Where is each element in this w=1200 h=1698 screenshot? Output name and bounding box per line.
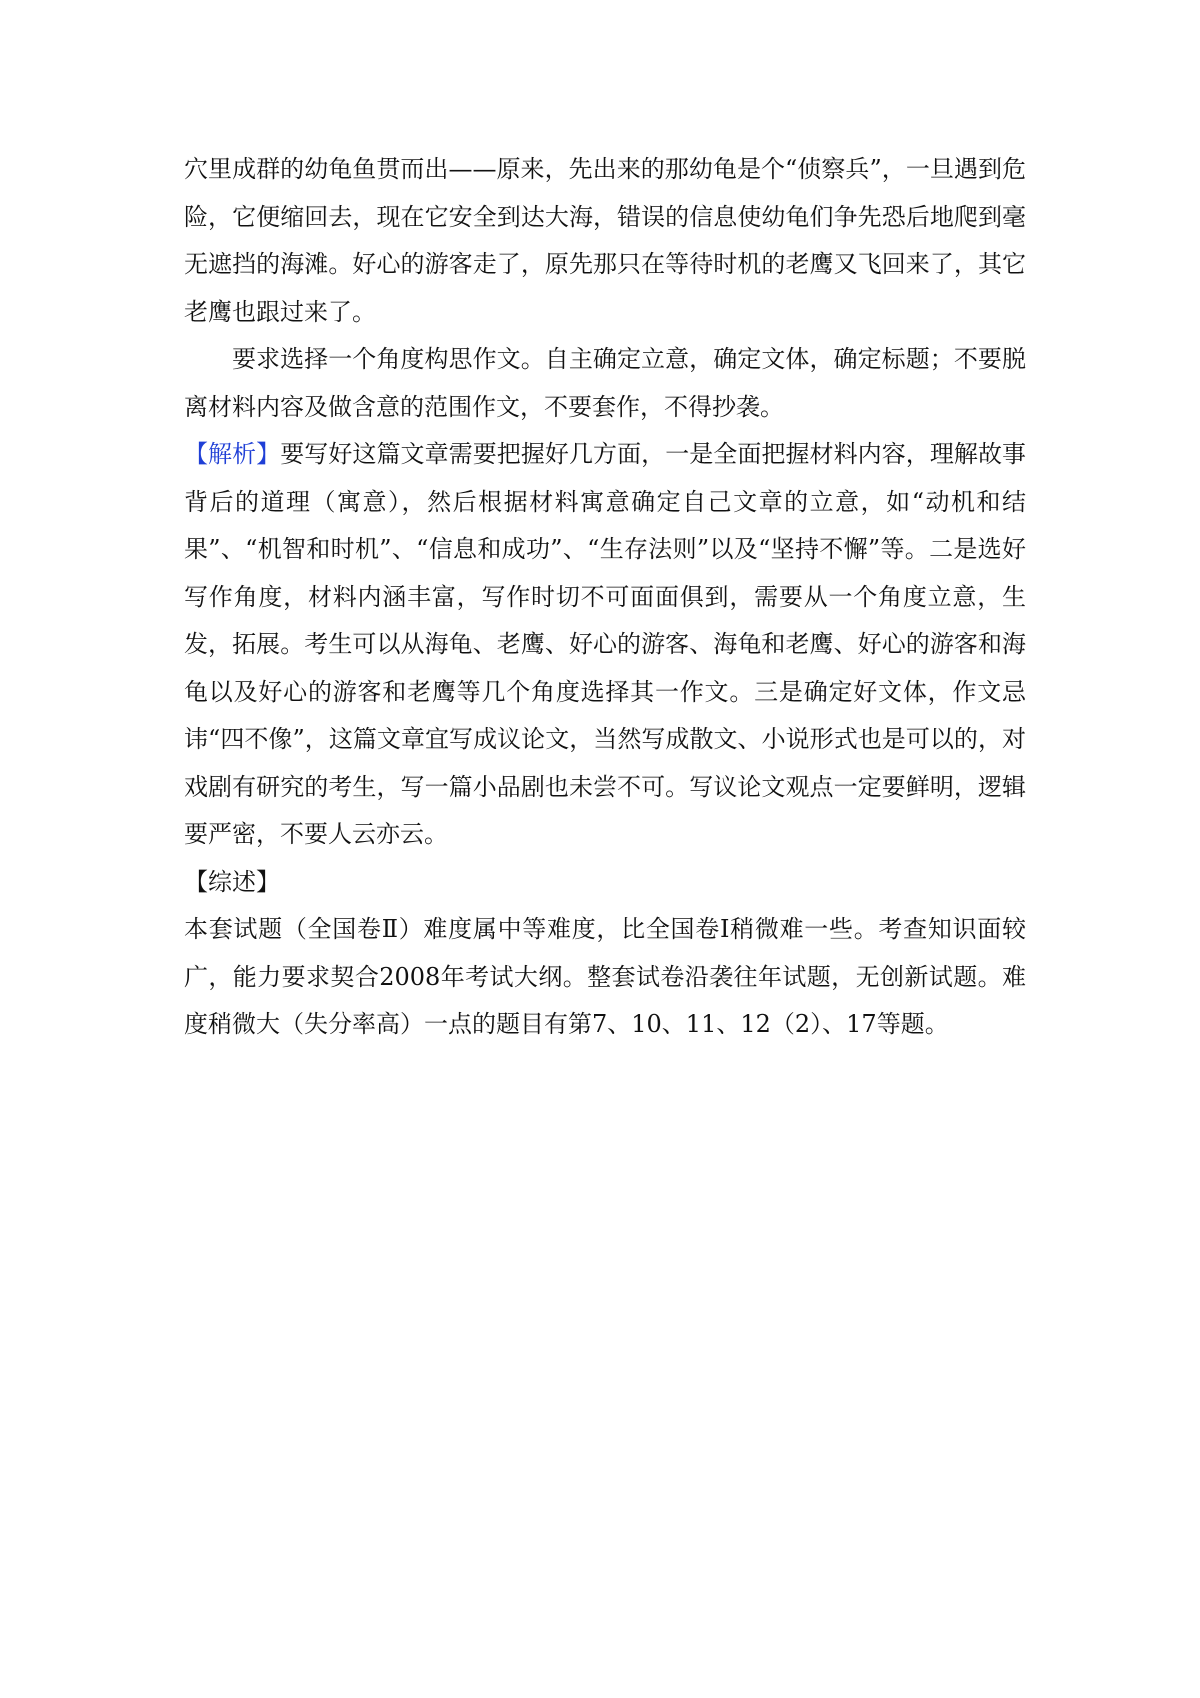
analysis-paragraph bbox=[184, 431, 1026, 859]
analysis-text: 要写好这篇文章需要把握好几方面，一是全面把握材料内容，理解故事背后的道理（寓意），然后根据材料寓意确定自己文章的立意，如“动机和结果”、“机智和时机”、“信息和成功”、“生存法则”以及“坚持不懈”等。二是选好写作角度，材料内涵丰富，写作时切不可面面俱到，需要从一个角度立意，生发，拓展。考生可以从海龟、老鹰、好心的游客、海龟和老鹰、好心的游客和海龟以及好心的游客和老鹰等几个角度选择其一作文。三是确定好文体，作文忌讳“四不像”，这篇文章宜写成议论文，当然写成散文、小说形式也是可以的，对戏剧有研究的考生，写一篇小品剧也未尝不可。写议论文观点一定要鲜明，逻辑要严密，不要人云亦云。 bbox=[184, 440, 1027, 848]
summary-paragraph: 本套试题（全国卷Ⅱ）难度属中等难度，比全国卷Ⅰ稍微难一些。考查知识面较广，能力要求契合2008年考试大纲。整套试卷沿袭往年试题，无创新试题。难度稍微大（失分率高）一点的题目有第7、10、11、12（2）、17等题。 bbox=[184, 915, 1026, 1038]
summary-heading: 【综述】 bbox=[184, 867, 280, 896]
document-body bbox=[184, 146, 1026, 1049]
material-continuation-paragraph: 穴里成群的幼龟鱼贯而出——原来，先出来的那幼龟是个“侦察兵”，一旦遇到危险，它便缩回去，现在它安全到达大海，错误的信息使幼龟们争先恐后地爬到毫无遮挡的海滩。好心的游客走了，原先那只在等待时机的老鹰又飞回来了，其它老鹰也跟过来了。 bbox=[184, 155, 1026, 326]
writing-requirement-paragraph: 要求选择一个角度构思作文。自主确定立意，确定文体，确定标题；不要脱离材料内容及做含意的范围作文，不要套作，不得抄袭。 bbox=[184, 345, 1026, 421]
analysis-label: 【解析】 bbox=[184, 440, 281, 468]
